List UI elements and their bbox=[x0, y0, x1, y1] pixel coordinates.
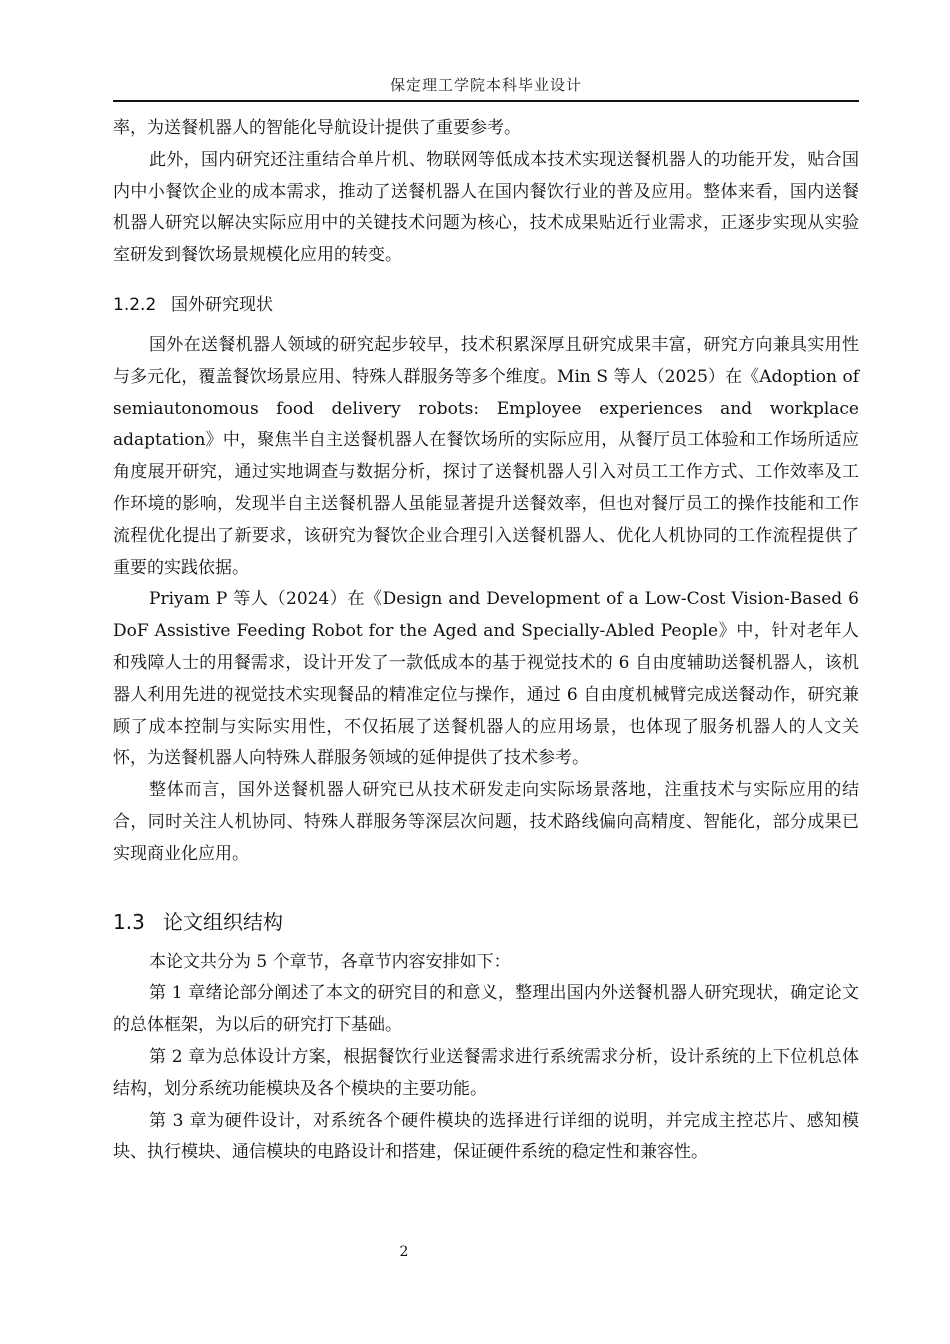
page-content bbox=[113, 113, 859, 1169]
paragraph: 整体而言，国外送餐机器人研究已从技术研发走向实际场景落地，注重技术与实际应用的结合，同时关注人机协同、特殊人群服务等深层次问题，技术路线偏向高精度、智能化，部分成果已实现商业化应用。 bbox=[113, 780, 859, 864]
section-heading-1-2-2 bbox=[113, 290, 859, 320]
section-number: 1.3 bbox=[113, 909, 145, 934]
section-number: 1.2.2 bbox=[113, 294, 157, 315]
paragraph: 第 1 章绪论部分阐述了本文的研究目的和意义，整理出国内外送餐机器人研究现状，确定论文的总体框架，为以后的研究打下基础。 bbox=[113, 983, 859, 1036]
paragraph: 第 3 章为硬件设计，对系统各个硬件模块的选择进行详细的说明，并完成主控芯片、感知模块、执行模块、通信模块的电路设计和搭建，保证硬件系统的稳定性和兼容性。 bbox=[113, 1110, 859, 1163]
paragraph: 率，为送餐机器人的智能化导航设计提供了重要参考。 bbox=[113, 118, 521, 138]
page-number: 2 bbox=[399, 1244, 409, 1260]
paragraph: 本论文共分为 5 个章节，各章节内容安排如下： bbox=[149, 951, 511, 972]
paragraph: 第 2 章为总体设计方案，根据餐饮行业送餐需求进行系统需求分析，设计系统的上下位机总体结构，划分系统功能模块及各个模块的主要功能。 bbox=[113, 1046, 859, 1099]
section-heading-1-3 bbox=[113, 907, 859, 937]
section-title: 论文组织结构 bbox=[163, 909, 283, 934]
header-rule bbox=[113, 100, 859, 102]
page-header: 保定理工学院本科毕业设计 bbox=[389, 76, 582, 94]
section-title: 国外研究现状 bbox=[171, 294, 273, 315]
paragraph: 国外在送餐机器人领域的研究起步较早，技术积累深厚且研究成果丰富，研究方向兼具实用性与多元化，覆盖餐饮场景应用、特殊人群服务等多个维度。Min S 等人（2025）在《Adoption of semiautonomous food delivery robots: Employee experiences and workplace adaptation》中，聚焦半自主送餐机器人在餐饮场所的实际应用，从餐厅员工体验和工作场所适应角度展开研究，通过实地调查与数据分析，探讨了送餐机器人引入对员工工作方式、工作效率及工作环境的影响，发现半自主送餐机器人虽能显著提升送餐效率，但也对餐厅员工的操作技能和工作流程优化提出了新要求，该研究为餐饮企业合理引入送餐机器人、优化人机协同的工作流程提供了重要的实践依据。 bbox=[113, 334, 859, 578]
paragraph: Priyam P 等人（2024）在《Design and Development of a Low-Cost Vision-Based 6 DoF Assistive Feeding Robot for the Aged and Specially-Abled People》中，针对老年人和残障人士的用餐需求，设计开发了一款低成本的基于视觉技术的 6 自由度辅助送餐机器人，该机器人利用先进的视觉技术实现餐品的精准定位与操作，通过 6 自由度机械臂完成送餐动作，研究兼顾了成本控制与实际实用性，不仅拓展了送餐机器人的应用场景，也体现了服务机器人的人文关怀，为送餐机器人向特殊人群服务领域的延伸提供了技术参考。 bbox=[113, 589, 859, 769]
paragraph: 此外，国内研究还注重结合单片机、物联网等低成本技术实现送餐机器人的功能开发，贴合国内中小餐饮企业的成本需求，推动了送餐机器人在国内餐饮行业的普及应用。整体来看，国内送餐机器人研究以解决实际应用中的关键技术问题为核心，技术成果贴近行业需求，正逐步实现从实验室研发到餐饮场景规模化应用的转变。 bbox=[113, 149, 859, 266]
